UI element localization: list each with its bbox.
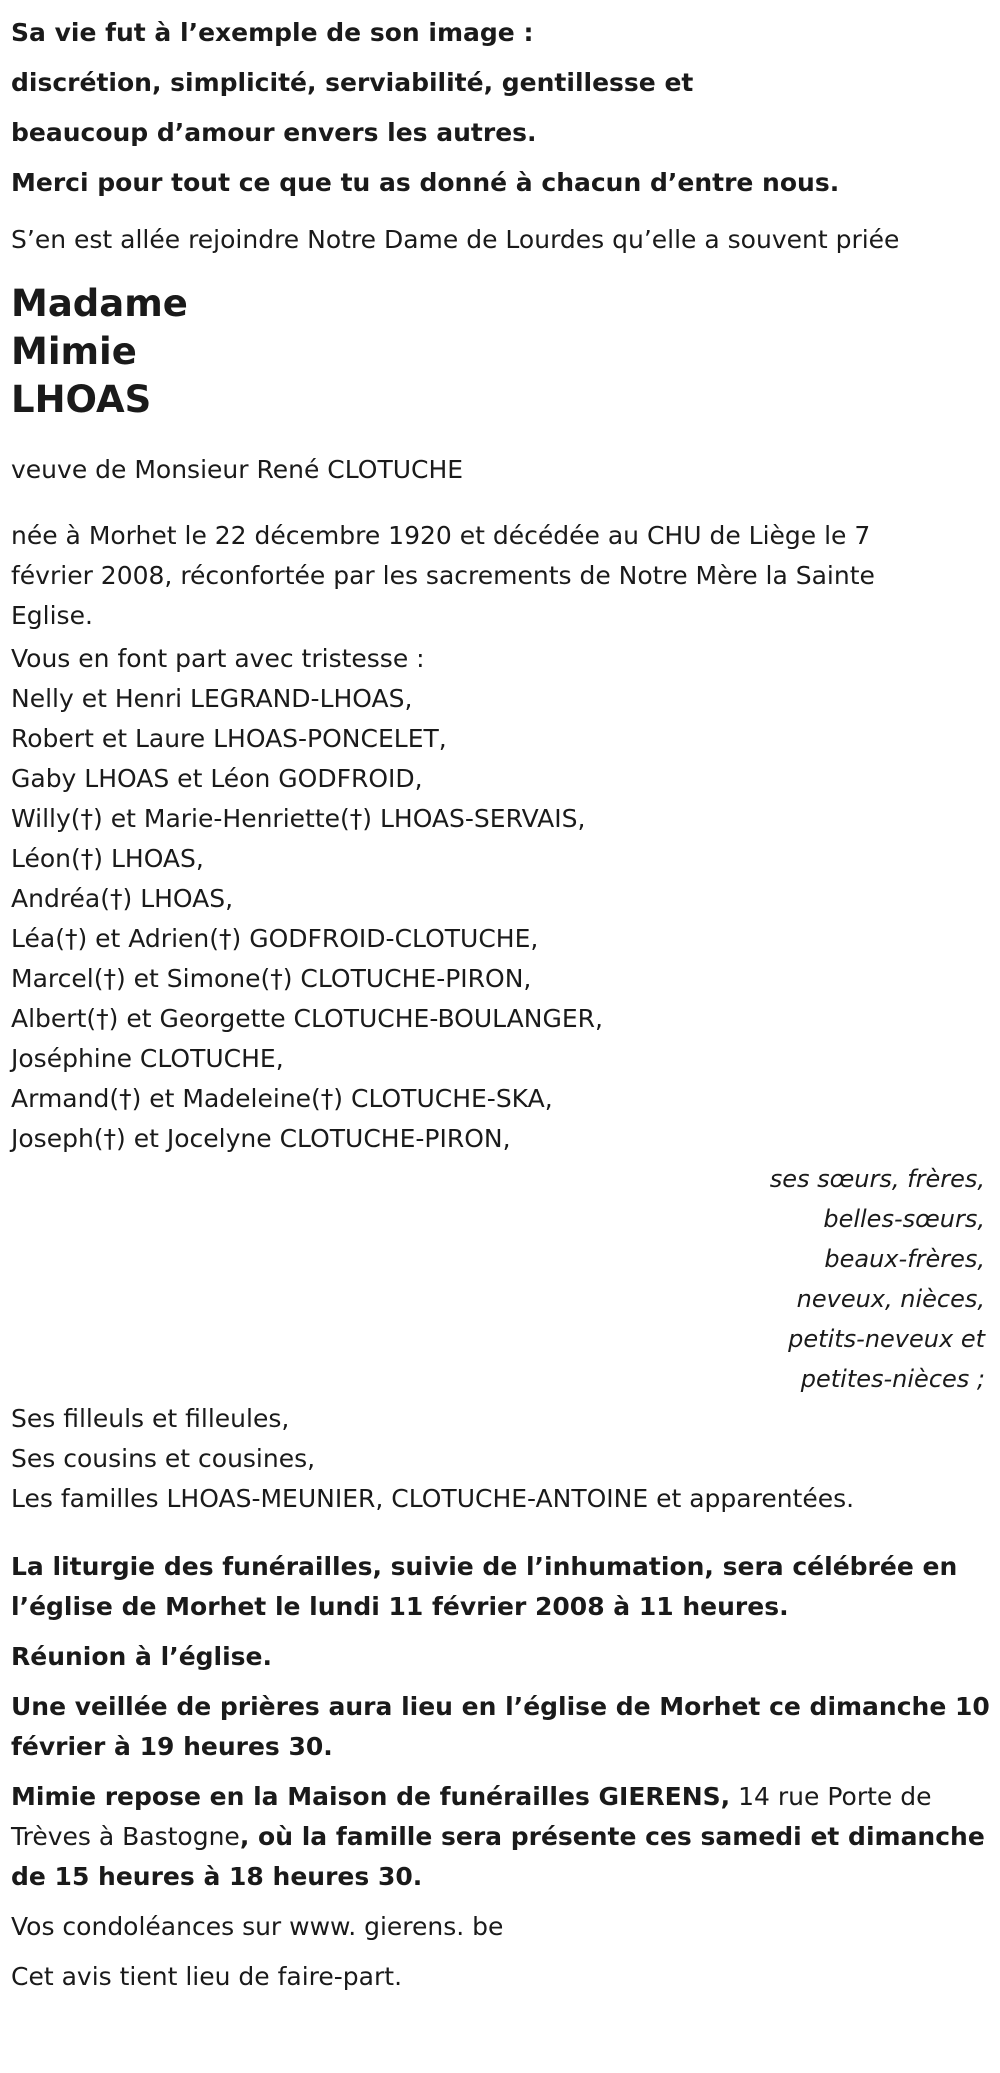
repose-text	[11, 1777, 991, 1897]
intro-line: Sa vie fut à l’exemple de son image :	[11, 18, 534, 47]
name-last: LHOAS	[11, 378, 152, 421]
name-first: Mimie	[11, 330, 137, 373]
family-member: Joseph(†) et Jocelyne CLOTUCHE-PIRON,	[11, 1124, 511, 1153]
liturgie-text	[11, 1547, 991, 1627]
others-line: Ses cousins et cousines,	[11, 1444, 316, 1473]
repose-part4: , où la famille sera présente ces samedi et dimanche	[239, 1822, 985, 1851]
family-intro: Vous en font part avec tristesse :	[11, 644, 425, 673]
relation-line: belles-sœurs,	[823, 1205, 985, 1233]
veillee-line: février à 19 heures 30.	[11, 1732, 333, 1761]
family-member: Léon(†) LHOAS,	[11, 844, 204, 873]
liturgie-line: La liturgie des funérailles, suivie de l’inhumation, sera célébrée en	[11, 1552, 958, 1581]
relations-list	[11, 1159, 989, 1399]
intro-line: beaucoup d’amour envers les autres.	[11, 118, 537, 147]
family-member: Nelly et Henri LEGRAND-LHOAS,	[11, 684, 413, 713]
repose-part2: 14 rue Porte de	[730, 1782, 932, 1811]
repose-part3: Trèves à Bastogne	[11, 1822, 240, 1851]
relation-line: petits-neveux et	[788, 1325, 985, 1353]
family-member: Albert(†) et Georgette CLOTUCHE-BOULANGER,	[11, 1004, 603, 1033]
repose-line	[11, 1817, 991, 1857]
condoleances-text: Vos condoléances sur www. gierens. be	[11, 1912, 504, 1941]
funeral-info	[11, 1547, 989, 1997]
intro-text	[11, 0, 989, 208]
family-member: Gaby LHOAS et Léon GODFROID,	[11, 764, 423, 793]
nee-line: née à Morhet le 22 décembre 1920 et décédée au CHU de Liège le 7	[11, 521, 871, 550]
faire-part-text: Cet avis tient lieu de faire-part.	[11, 1962, 403, 1991]
others-line: Ses filleuls et filleules,	[11, 1404, 290, 1433]
liturgie-line: l’église de Morhet le lundi 11 février 2008 à 11 heures.	[11, 1592, 789, 1621]
repose-line	[11, 1777, 991, 1817]
reunion-text: Réunion à l’église.	[11, 1642, 273, 1671]
family-list	[11, 639, 989, 1159]
relation-line: neveux, nièces,	[796, 1285, 985, 1313]
intro-line: discrétion, simplicité, serviabilité, gentillesse et	[11, 68, 694, 97]
repose-part1: Mimie repose en la Maison de funérailles GIERENS,	[11, 1782, 731, 1811]
others-list	[11, 1399, 989, 1519]
family-member: Willy(†) et Marie-Henriette(†) LHOAS-SERVAIS,	[11, 804, 586, 833]
nee-line: Eglise.	[11, 601, 93, 630]
family-member: Armand(†) et Madeleine(†) CLOTUCHE-SKA,	[11, 1084, 553, 1113]
relation-line: petites-nièces ;	[800, 1365, 985, 1393]
veillee-text	[11, 1687, 991, 1767]
family-member: Robert et Laure LHOAS-PONCELET,	[11, 724, 447, 753]
family-member: Léa(†) et Adrien(†) GODFROID-CLOTUCHE,	[11, 924, 539, 953]
veuve-text: veuve de Monsieur René CLOTUCHE	[11, 455, 464, 484]
repose-part5: de 15 heures à 18 heures 30.	[11, 1862, 423, 1891]
name-title: Madame	[11, 282, 188, 325]
relation-line: ses sœurs, frères,	[769, 1165, 985, 1193]
veillee-line: Une veillée de prières aura lieu en l’église de Morhet ce dimanche 10	[11, 1692, 990, 1721]
priee-text: S’en est allée rejoindre Notre Dame de Lourdes qu’elle a souvent priée	[11, 225, 900, 254]
birth-death-text	[11, 516, 971, 636]
nee-line: février 2008, réconfortée par les sacrements de Notre Mère la Sainte	[11, 561, 875, 590]
intro-line: Merci pour tout ce que tu as donné à chacun d’entre nous.	[11, 168, 840, 197]
deceased-name	[11, 280, 989, 424]
relation-line: beaux-frères,	[824, 1245, 985, 1273]
family-member: Joséphine CLOTUCHE,	[11, 1044, 284, 1073]
others-line: Les familles LHOAS-MEUNIER, CLOTUCHE-ANTOINE et apparentées.	[11, 1484, 855, 1513]
family-member: Andréa(†) LHOAS,	[11, 884, 234, 913]
family-member: Marcel(†) et Simone(†) CLOTUCHE-PIRON,	[11, 964, 532, 993]
